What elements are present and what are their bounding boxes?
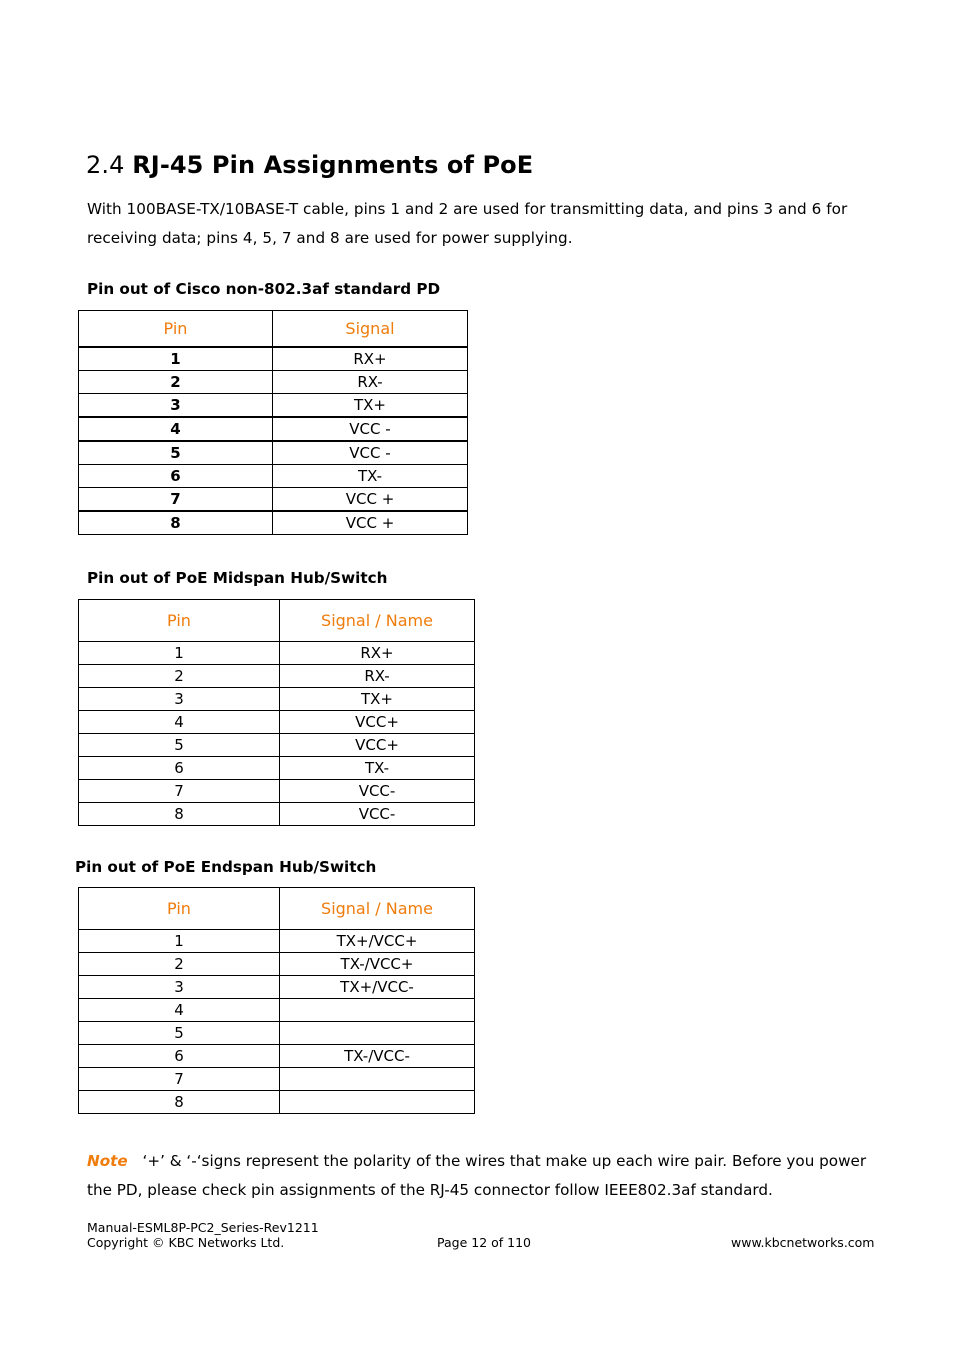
signal-cell: TX-/VCC+ (280, 953, 475, 976)
table-row (79, 711, 475, 734)
table-row (79, 1091, 475, 1114)
pin-cell: 7 (79, 780, 280, 803)
table-header-row (79, 311, 468, 348)
signal-name-header: Signal / Name (280, 888, 475, 930)
midspan-pinout-table (78, 599, 475, 826)
pin-cell: 8 (79, 1091, 280, 1114)
signal-cell: RX- (280, 665, 475, 688)
table-row (79, 976, 475, 999)
endspan-pinout-table (78, 887, 475, 1114)
section-number: 2.4 (86, 151, 125, 179)
signal-cell: TX- (273, 465, 468, 488)
pin-cell: 1 (79, 642, 280, 665)
note-text: ‘+’ & ‘-‘signs represent the polarity of the wires that make up each wire pair. Before you power the PD, please check pin assignments of the RJ-45 connector follow IEEE802.3af standard. (87, 1152, 867, 1199)
pin-cell: 4 (79, 711, 280, 734)
section-title: RJ-45 Pin Assignments of PoE (132, 151, 534, 179)
table-header-row (79, 600, 475, 642)
table-row (79, 757, 475, 780)
pin-cell: 5 (79, 441, 273, 465)
pin-cell: 3 (79, 688, 280, 711)
note-paragraph (87, 1147, 887, 1205)
signal-cell: VCC + (273, 488, 468, 512)
signal-cell: RX- (273, 371, 468, 394)
note-label: Note (87, 1152, 128, 1170)
table-row (79, 930, 475, 953)
table-row (79, 488, 468, 512)
pin-cell: 3 (79, 976, 280, 999)
cisco-pinout-table (78, 310, 468, 535)
footer-page-number: Page 12 of 110 (437, 1235, 531, 1250)
pin-header: Pin (79, 311, 273, 348)
table3-caption: Pin out of PoE Endspan Hub/Switch (75, 858, 377, 876)
signal-cell (280, 999, 475, 1022)
footer-copyright: Copyright © KBC Networks Ltd. (87, 1235, 285, 1250)
pin-cell: 6 (79, 757, 280, 780)
pin-cell: 4 (79, 999, 280, 1022)
signal-cell: VCC- (280, 780, 475, 803)
pin-cell: 8 (79, 511, 273, 535)
table-row (79, 417, 468, 441)
table-row (79, 371, 468, 394)
table-row (79, 465, 468, 488)
table2-caption: Pin out of PoE Midspan Hub/Switch (87, 569, 388, 587)
pin-cell: 3 (79, 394, 273, 418)
table-row (79, 953, 475, 976)
signal-cell (280, 1068, 475, 1091)
signal-cell: VCC + (273, 511, 468, 535)
signal-cell: TX+ (280, 688, 475, 711)
pin-cell: 5 (79, 734, 280, 757)
signal-cell: TX-/VCC- (280, 1045, 475, 1068)
footer-manual: Manual-ESML8P-PC2_Series-Rev1211 (87, 1220, 319, 1235)
table-header-row (79, 888, 475, 930)
table-row (79, 665, 475, 688)
table-row (79, 780, 475, 803)
signal-cell: VCC - (273, 417, 468, 441)
signal-name-header: Signal / Name (280, 600, 475, 642)
pin-cell: 1 (79, 930, 280, 953)
table-row (79, 688, 475, 711)
signal-cell: VCC- (280, 803, 475, 826)
signal-cell (280, 1022, 475, 1045)
pin-cell: 2 (79, 371, 273, 394)
table-row (79, 1022, 475, 1045)
pin-header: Pin (79, 600, 280, 642)
signal-cell: VCC+ (280, 734, 475, 757)
pin-cell: 2 (79, 665, 280, 688)
pin-cell: 2 (79, 953, 280, 976)
table-row (79, 511, 468, 535)
table-row (79, 1045, 475, 1068)
pin-cell: 7 (79, 1068, 280, 1091)
footer-website: www.kbcnetworks.com (731, 1235, 875, 1250)
table-row (79, 734, 475, 757)
signal-cell (280, 1091, 475, 1114)
signal-cell: TX+/VCC+ (280, 930, 475, 953)
signal-cell: RX+ (273, 347, 468, 371)
signal-cell: TX+ (273, 394, 468, 418)
table-row (79, 441, 468, 465)
table-row (79, 999, 475, 1022)
table-row (79, 1068, 475, 1091)
pin-cell: 7 (79, 488, 273, 512)
table1-caption: Pin out of Cisco non-802.3af standard PD (87, 280, 441, 298)
table-row (79, 803, 475, 826)
section-heading (86, 148, 533, 182)
signal-header: Signal (273, 311, 468, 348)
signal-cell: TX- (280, 757, 475, 780)
signal-cell: VCC - (273, 441, 468, 465)
table-row (79, 642, 475, 665)
table-row (79, 394, 468, 418)
table-row (79, 347, 468, 371)
pin-cell: 6 (79, 1045, 280, 1068)
pin-cell: 4 (79, 417, 273, 441)
signal-cell: TX+/VCC- (280, 976, 475, 999)
signal-cell: RX+ (280, 642, 475, 665)
pin-cell: 6 (79, 465, 273, 488)
signal-cell: VCC+ (280, 711, 475, 734)
pin-cell: 8 (79, 803, 280, 826)
intro-paragraph: With 100BASE-TX/10BASE-T cable, pins 1 and 2 are used for transmitting data, and pins 3 and 6 for receiving data; pins 4, 5, 7 and 8 are used for power supplying. (87, 200, 848, 247)
pin-cell: 5 (79, 1022, 280, 1045)
pin-cell: 1 (79, 347, 273, 371)
pin-header: Pin (79, 888, 280, 930)
